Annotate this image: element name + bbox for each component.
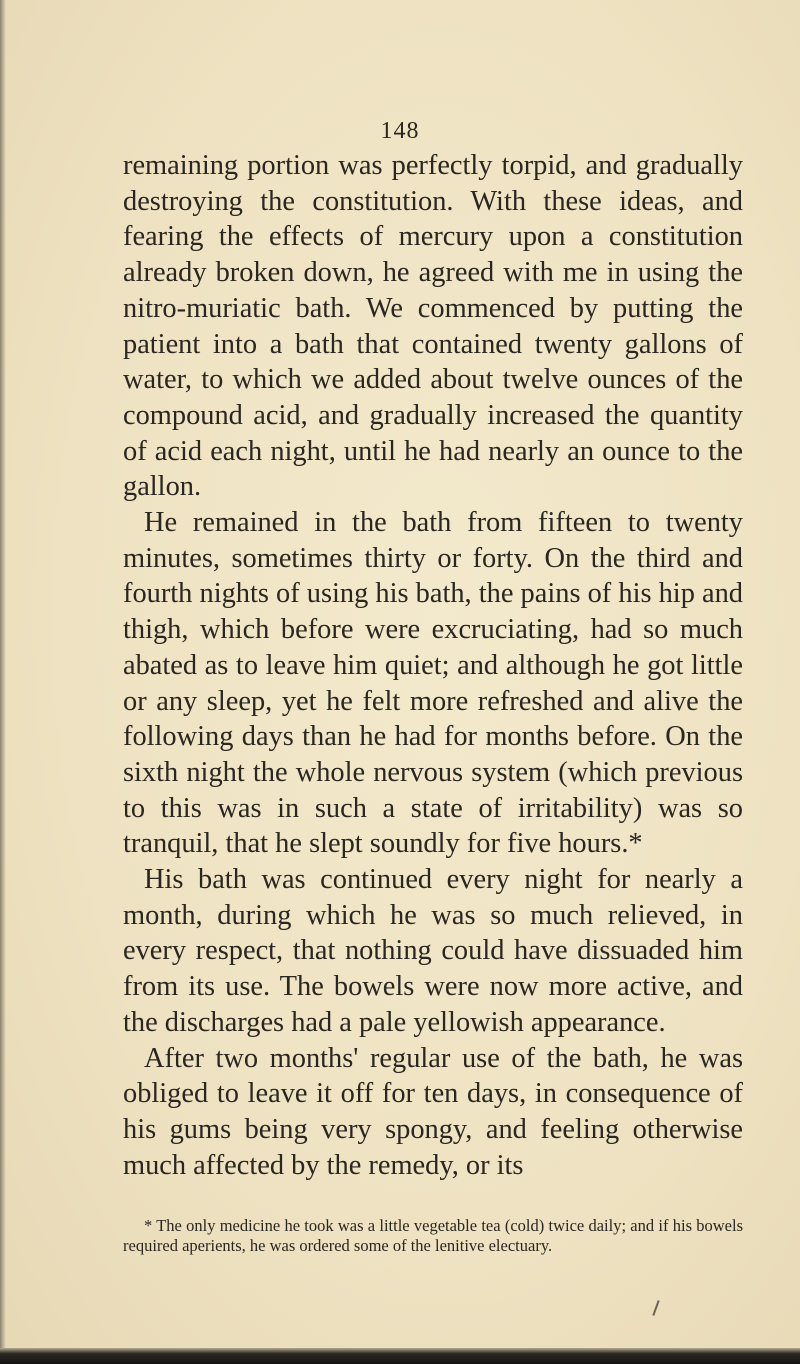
body-text <box>123 148 743 1183</box>
stray-pen-mark <box>652 1300 659 1316</box>
footnote <box>123 1216 743 1256</box>
paragraph-4: After two months' regular use of the bath, he was obliged to leave it off for ten days, in consequence of his gums being very spongy, and feeling otherwise much affected by the remedy, or its <box>123 1042 743 1181</box>
footnote-text: * The only medicine he took was a little vegetable tea (cold) twice daily; and if his bowels required aperients, he was ordered some of the lenitive electuary. <box>123 1216 743 1255</box>
page-number: 148 <box>380 118 420 144</box>
bottom-scan-edge <box>0 1348 800 1364</box>
paragraph-2: He remained in the bath from fifteen to twenty minutes, sometimes thirty or forty. On the third and fourth nights of using his bath, the pains of his hip and thigh, which before were excruciating, had so much abated as to leave him quiet; and although he got little or any sleep, yet he felt more refreshed and alive the following days than he had for months before. On the sixth night the whole nervous system (which previous to this was in such a state of irritability) was so tranquil, that he slept soundly for five hours.* <box>123 507 743 860</box>
paragraph-3: His bath was continued every night for nearly a month, during which he was so much relieved, in every respect, that nothing could have dissuaded him from its use. The bowels were now more active, and the discharges had a pale yellowish appearance. <box>123 864 743 1038</box>
page-binding-edge <box>0 0 6 1364</box>
paragraph-1: remaining portion was perfectly torpid, and gradually destroying the constitution. With these ideas, and fearing the effects of mercury upon a constitution already broken down, he agreed with me in using the nitro-muriatic bath. We commenced by putting the patient into a bath that contained twenty gallons of water, to which we added about twelve ounces of the compound acid, and gradually increased the quantity of acid each night, until he had nearly an ounce to the gallon. <box>123 150 743 503</box>
